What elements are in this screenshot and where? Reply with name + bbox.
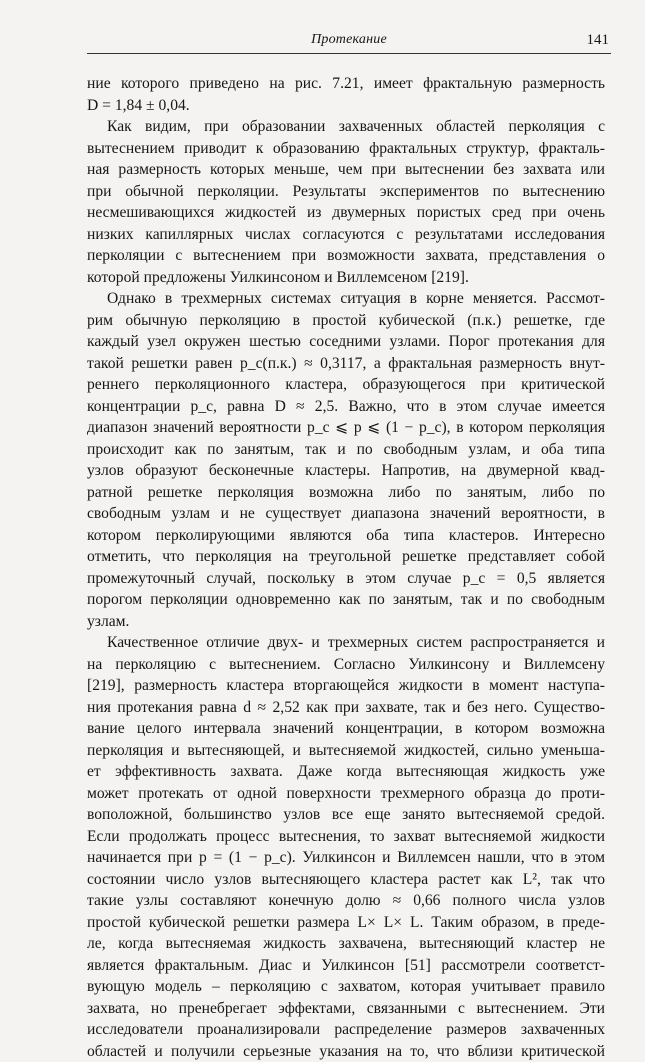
text-line: перколяция и вытесняющей, и вытесняемой жидкостей, сильно уменьша-: [87, 740, 605, 762]
text-line: ле, когда вытесняемая жидкость захвачена, вытесняющий кластер не: [87, 933, 605, 955]
running-title: Протекание: [87, 31, 611, 49]
text-line: свободным узлам и не существует диапазона значений вероятности, в: [87, 503, 605, 525]
text-line: Как видим, при образовании захваченных областей перколяция с: [87, 116, 605, 138]
text-line: состоянии число узлов вытесняющего кластера растет как L², так что: [87, 869, 605, 891]
text-line: Если продолжать процесс вытеснения, то захват вытесняемой жидкости: [87, 826, 605, 848]
text-line: исследователи проанализировали распределение размеров захваченных: [87, 1019, 605, 1041]
text-line: такой решетки равен p_c(п.к.) ≈ 0,3117, а фрактальная размерность внут-: [87, 353, 605, 375]
body-text: [87, 73, 605, 1062]
text-line: захвата, но пренебрегает эффектами, связанными с вытеснением. Эти: [87, 998, 605, 1020]
text-line: воположной, большинство узлов все еще занято вытесняемой средой.: [87, 804, 605, 826]
text-line: узлам.: [87, 611, 605, 633]
text-line: перколяции с вытеснением при возможности захвата, представления о: [87, 245, 605, 267]
text-line: при обычной перколяции. Результаты экспериментов по вытеснению: [87, 181, 605, 203]
text-line: вытеснением приводит к образованию фрактальных структур, фракталь-: [87, 138, 605, 160]
text-line: Качественное отличие двух- и трехмерных систем распространяется и: [87, 632, 605, 654]
text-line: такие узлы составляют конечную долю ≈ 0,66 полного числа узлов: [87, 890, 605, 912]
text-line: начинается при p = (1 − p_c). Уилкинсон и Виллемсен нашли, что в этом: [87, 847, 605, 869]
text-line: каждый узел окружен шестью соседними узлами. Порог протекания для: [87, 331, 605, 353]
running-header: [87, 31, 611, 54]
text-line: котором перколирующими являются оба типа кластеров. Интересно: [87, 525, 605, 547]
text-line: происходит как по занятым, так и по свободным узлам, и оба типа: [87, 439, 605, 461]
page-number: 141: [587, 31, 610, 49]
text-line: ние которого приведено на рис. 7.21, имеет фрактальную размерность: [87, 73, 605, 95]
text-line: которой предложены Уилкинсоном и Виллемсеном [219].: [87, 267, 605, 289]
text-line: отметить, что перколяция на треугольной решетке представляет собой: [87, 546, 605, 568]
text-line: ная размерность которых меньше, чем при вытеснении без захвата или: [87, 159, 605, 181]
text-line: концентрации p_c, равна D ≈ 2,5. Важно, что в этом случае имеется: [87, 396, 605, 418]
text-line: несмешивающихся жидкостей из двумерных пористых сред при очень: [87, 202, 605, 224]
text-line: промежуточный случай, поскольку в этом случае p_c = 0,5 является: [87, 568, 605, 590]
text-line: D = 1,84 ± 0,04.: [87, 95, 605, 117]
text-line: простой кубической решетки размера L× L× L. Таким образом, в преде-: [87, 912, 605, 934]
text-line: Однако в трехмерных системах ситуация в корне меняется. Рассмот-: [87, 288, 605, 310]
text-line: областей и получили серьезные указания на то, что вблизи критической: [87, 1041, 605, 1062]
text-line: порогом перколяции одновременно как по занятым, так и по свободным: [87, 589, 605, 611]
text-line: является фрактальным. Диас и Уилкинсон [51] рассмотрели соответст-: [87, 955, 605, 977]
text-line: реннего перколяционного кластера, образующегося при критической: [87, 374, 605, 396]
text-line: ет эффективность захвата. Даже когда вытесняющая жидкость уже: [87, 761, 605, 783]
text-line: на перколяцию с вытеснением. Согласно Уилкинсону и Виллемсену: [87, 654, 605, 676]
text-line: узлов образуют бесконечные кластеры. Напротив, на двумерной квад-: [87, 460, 605, 482]
text-line: ния протекания равна d ≈ 2,52 как при захвате, так и без него. Существо-: [87, 697, 605, 719]
text-line: ратной решетке перколяция возможна либо по занятым, либо по: [87, 482, 605, 504]
text-line: рим обычную перколяцию в простой кубической (п.к.) решетке, где: [87, 310, 605, 332]
text-line: диапазон значений вероятности p_c ⩽ p ⩽ (1 − p_c), в котором перколяция: [87, 417, 605, 439]
text-line: низких капиллярных числах согласуются с результатами исследования: [87, 224, 605, 246]
text-line: вующую модель – перколяцию с захватом, которая учитывает правило: [87, 976, 605, 998]
text-line: вание целого интервала значений концентрации, в котором возможна: [87, 718, 605, 740]
text-line: [219], размерность кластера вторгающейся жидкости в момент наступа-: [87, 675, 605, 697]
text-line: может протекать от одной поверхности трехмерного образца до проти-: [87, 783, 605, 805]
